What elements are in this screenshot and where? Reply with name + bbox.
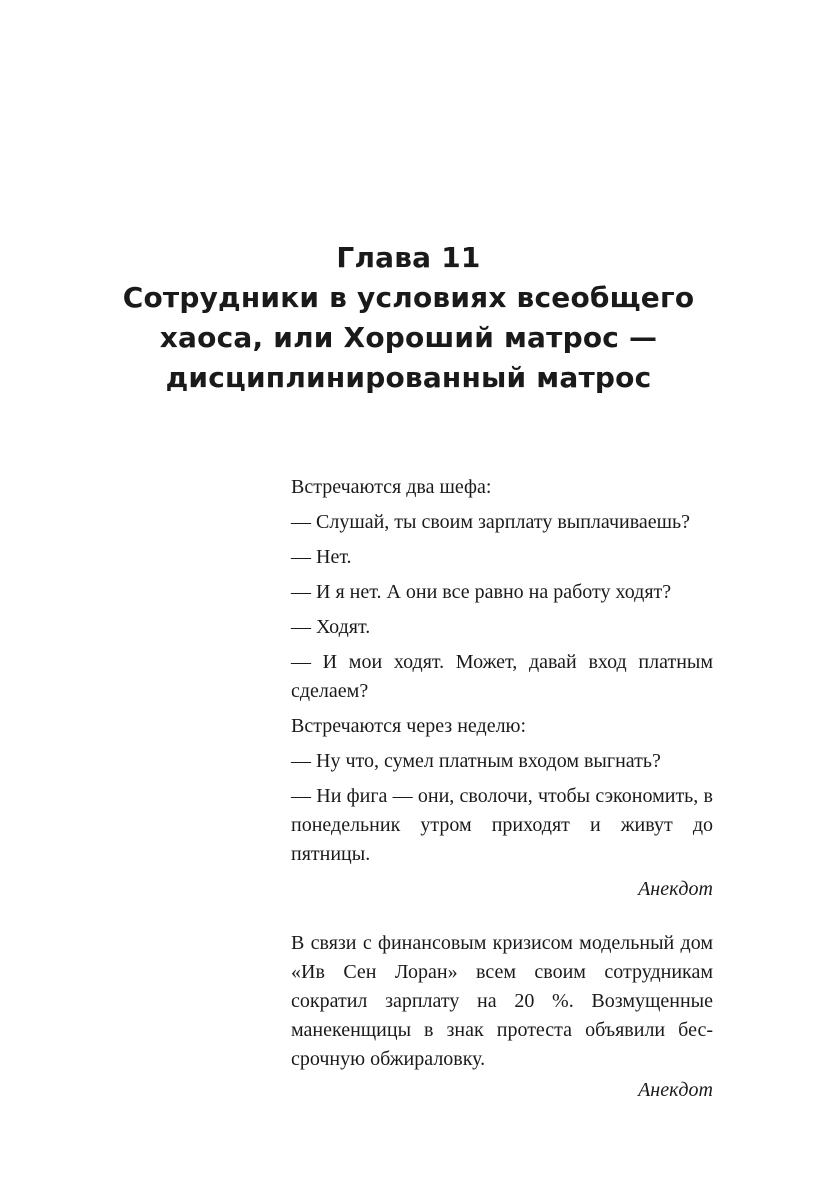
epigraphs	[291, 473, 713, 1105]
epigraph-anecdote-2	[291, 929, 713, 1105]
epigraph-line: — Ни фига — они, сволочи, чтобы сэкономить, в понедельник утром приходят и живут до пятницы.	[291, 785, 713, 865]
chapter-number: Глава 11	[336, 241, 481, 274]
chapter-title-line-3: дисциплинированный матрос	[165, 361, 652, 394]
epigraph-line: — И мои ходят. Может, давай вход платным сделаем?	[291, 651, 713, 702]
epigraph-line: — Ходят.	[291, 616, 371, 638]
epigraph-attribution: Анекдот	[638, 878, 713, 900]
epigraph-line: — И я нет. А они все равно на работу ходят?	[291, 581, 672, 603]
epigraph-attribution: Анекдот	[638, 1079, 713, 1101]
epigraph-text: В связи с финансовым кризисом модельный дом «Ив Сен Лоран» всем своим сотрудникам сократил зарплату на 20 %. Возмущенные манекенщицы в знак протеста объявили бессрочную обжираловку.	[291, 932, 713, 1070]
chapter-heading	[60, 238, 757, 398]
epigraph-line: — Ну что, сумел платным входом выгнать?	[291, 750, 661, 772]
epigraph-anecdote-1	[291, 473, 713, 904]
epigraph-line: Встречаются два шефа:	[291, 476, 492, 498]
chapter-title-line-2: хаоса, или Хороший матрос —	[159, 321, 658, 354]
epigraph-line: Встречаются через неделю:	[291, 715, 527, 737]
epigraph-line: — Нет.	[291, 546, 352, 568]
epigraph-line: — Слушай, ты своим зарплату выплачиваешь?	[291, 511, 691, 533]
chapter-title-line-1: Сотрудники в условиях всеобщего	[122, 281, 695, 314]
